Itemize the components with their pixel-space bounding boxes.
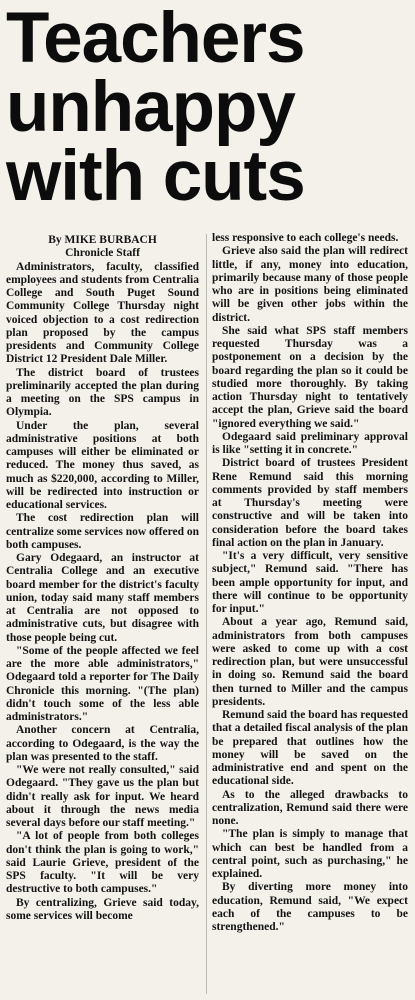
paragraph: The cost redirection plan will centralize some services now offered on both campuses. — [6, 512, 199, 551]
paragraph: "The plan is simply to manage that which can best be handled from a central point, such as purchasing," he explained. — [212, 828, 408, 880]
headline-line: Teachers — [6, 0, 305, 78]
paragraph: As to the alleged drawbacks to centralization, Remund said there were none. — [212, 788, 408, 827]
paragraph: District board of trustees President Rene Remund said this morning comments provided by staff members at Thursday's meeting were constructive and will be taken into consideration before the board takes final action on the plan in January. — [212, 457, 408, 549]
paragraph: Under the plan, several administrative positions at both campuses will either be eliminated or reduced. The money thus saved, as much as $220,000, according to Miller, will be redirected into instruction or educational services. — [6, 419, 199, 511]
column-divider — [206, 234, 207, 994]
paragraph: About a year ago, Remund said, administrators from both campuses were asked to come up with a cost redirection plan, but were unsuccessful in doing so. Remund said the board then turned to Miller and the campus presidents. — [212, 616, 408, 708]
paragraph: By diverting more money into education, Remund said, "We expect each of the campuses to be strengthened." — [212, 881, 408, 933]
paragraph: Gary Odegaard, an instructor at Centralia College and an executive board member for the district's faculty union, today said many staff members at Centralia are not opposed to administrative cuts, but disagree with those people being cut. — [6, 552, 199, 644]
paragraph: less responsive to each college's needs. — [212, 232, 399, 244]
paragraph: She said what SPS staff members requested Thursday was a postponement on a decision by the board regarding the plan so it could be studied more thoroughly. By taking action Thursday night to tentatively accept the plan, Grieve said the board "ignored everything we said." — [212, 324, 408, 430]
paragraph: Odegaard said preliminary approval is like "setting it in concrete." — [212, 430, 408, 456]
paragraph: "A lot of people from both colleges don't think the plan is going to work," said Laurie Grieve, president of the SPS faculty. "It will be very destructive to both campuses." — [6, 830, 199, 896]
paragraph: Another concern at Centralia, according to Odegaard, is the way the plan was presented to the staff. — [6, 724, 199, 763]
paragraph: Administrators, faculty, classified employees and students from Centralia College and South Puget Sound Community College Thursday night voiced objection to a cost redirection plan proposed by the campus presidents and Community College District 12 President Dale Miller. — [6, 260, 199, 366]
headline-line: with cuts — [6, 137, 305, 216]
paragraph: The district board of trustees preliminarily accepted the plan during a meeting on the SPS campus in Olympia. — [6, 366, 199, 419]
headline — [6, 0, 411, 216]
headline-line: unhappy — [6, 68, 295, 147]
paragraph: Grieve also said the plan will redirect little, if any, money into education, primarily because many of those people who are in positions being eliminated will be given other jobs within the district. — [212, 245, 408, 324]
byline-name: By MIKE BURBACH — [48, 234, 157, 246]
paragraph: "We were not really consulted," said Odegaard. "They gave us the plan but didn't really ask for input. We heard about it through the news media several days before our staff meeting." — [6, 764, 199, 829]
byline-staff: Chronicle Staff — [65, 247, 140, 260]
article-column-left — [6, 234, 199, 923]
article-column-right — [212, 232, 408, 934]
paragraph: By centralizing, Grieve said today, some services will become — [6, 896, 199, 922]
paragraph: Remund said the board has requested that a detailed fiscal analysis of the plan be prepared that outlines how the money will be saved on the administrative end and spent on the educational side. — [212, 709, 408, 788]
paragraph: "Some of the people affected we feel are the more able administrators," Odegaard told a reporter for The Daily Chronicle this morning. "(The plan) didn't touch some of the less able administrators." — [6, 644, 199, 723]
paragraph: "It's a very difficult, very sensitive subject," Remund said. "There has been ample opportunity for input, and there will continue to be opportunity for input." — [212, 550, 408, 615]
